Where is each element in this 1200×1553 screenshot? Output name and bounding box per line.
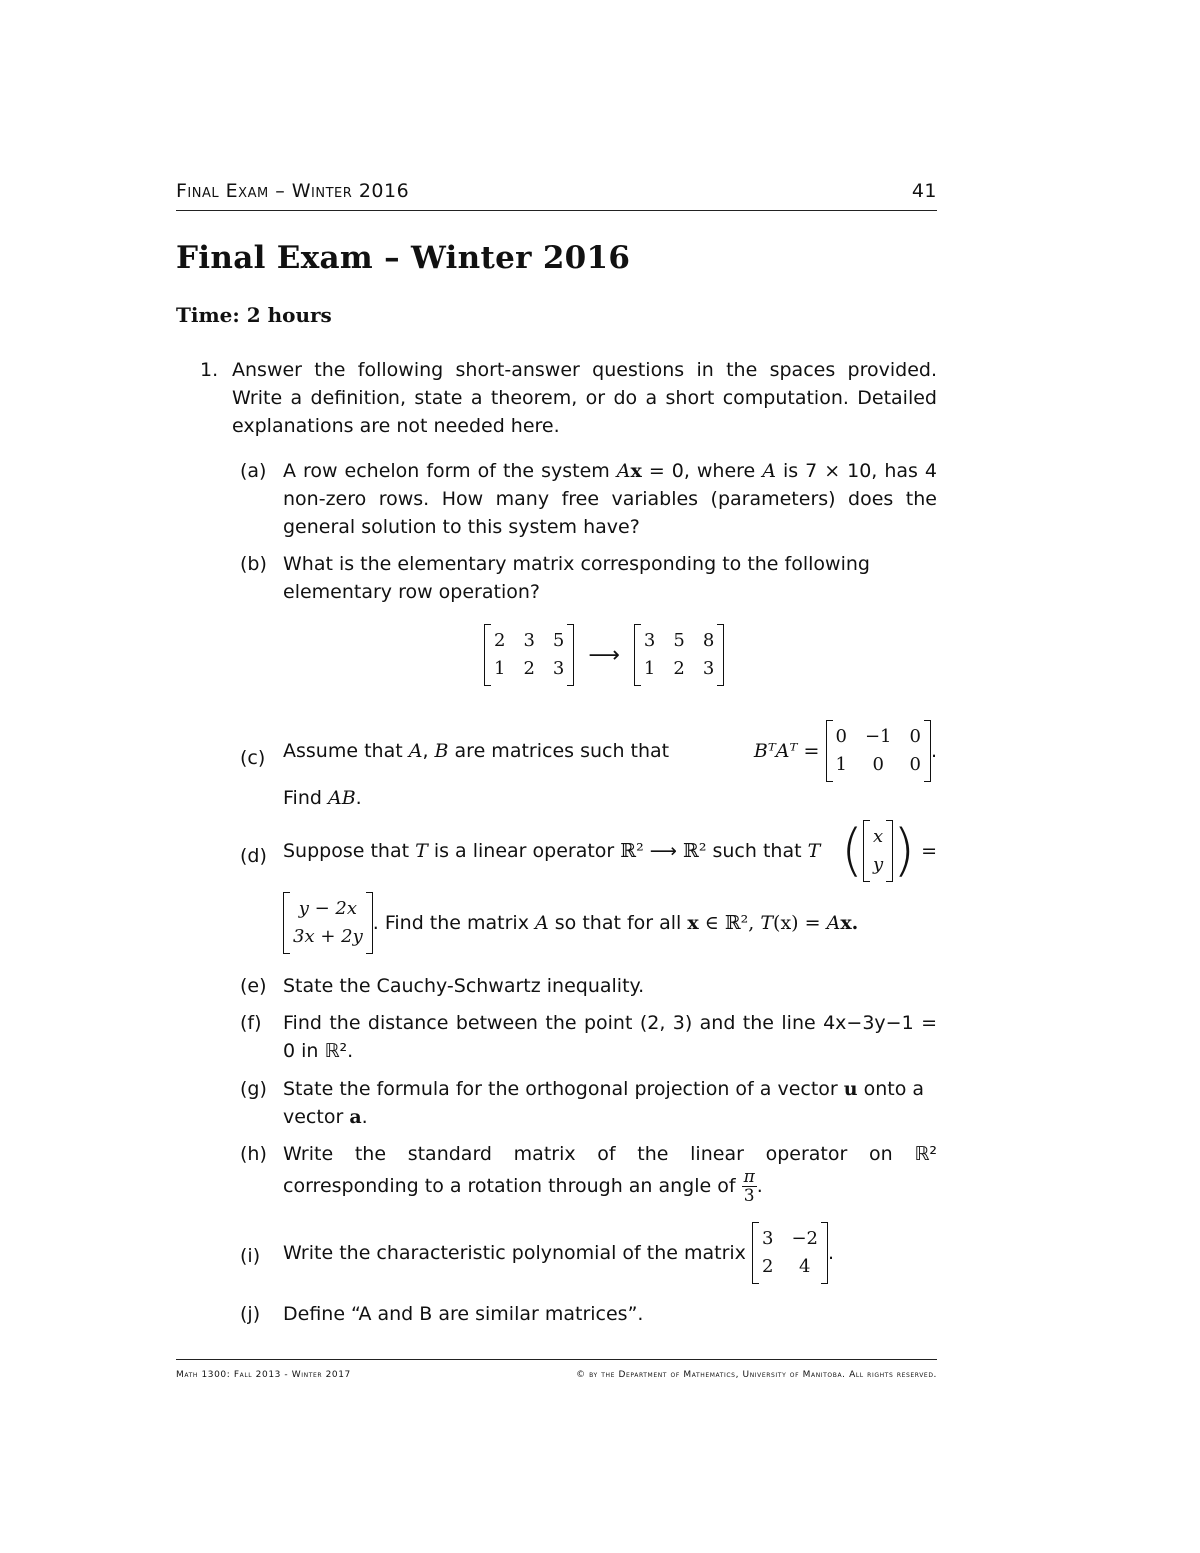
matrix-cell: 3 [552,658,565,679]
text-segment: such that [706,840,808,862]
math-var: A [826,912,841,934]
running-head [176,180,937,211]
text-segment: State the formula for the orthogonal projection of a vector [283,1078,844,1100]
math-expression: BᵀAᵀ [753,740,798,762]
text-segment: A row echelon form of the system [283,460,617,482]
part-label: (f) [240,1012,262,1034]
period: . [756,1175,763,1197]
real-space: ℝ² [620,840,644,862]
matrix-cell: 0 [909,754,921,775]
math-var: T [760,912,774,934]
equals-sign: = [797,740,826,762]
math-var: T [807,840,821,862]
part-label: (e) [240,975,267,997]
part-label: (b) [240,553,267,575]
text-segment: = 0, where [641,460,763,482]
part-label: (c) [240,747,266,769]
right-paren-icon: ) [893,818,916,883]
input-vector [863,820,893,882]
part-label: (d) [240,845,267,867]
matrix-cell: 1 [643,658,656,679]
period: . [930,740,937,762]
left-paren-icon: ( [841,818,863,883]
part-label: (g) [240,1078,267,1100]
matrix-cell: 0 [835,726,847,747]
part-a [240,457,937,541]
denominator: 3 [743,1186,755,1206]
page-footer [176,1359,937,1380]
matrix-cell: 4 [798,1256,811,1277]
part-d-text [283,820,937,882]
text-segment: is 7 × 10, has 4 non-zero rows. How many free variables (parameters) does the general solution to this system have? [283,460,937,538]
matrix-cell: 0 [909,726,921,747]
part-label: (i) [240,1245,261,1267]
part-i [240,1222,937,1284]
right-matrix [634,624,724,686]
math-var: AB [327,787,356,809]
question-number: 1. [200,359,219,381]
text-segment: onto a vector [283,1078,925,1128]
time-limit: Time: 2 hours [176,303,332,327]
part-g [240,1075,937,1131]
matrix-cell: 2 [673,658,685,679]
matrix-cell: −2 [791,1228,818,1249]
matrix-cell: 5 [552,630,565,651]
part-b [240,550,937,606]
text-segment: is a linear operator [427,840,621,862]
char-poly-matrix [752,1222,828,1284]
matrix-cell: 5 [673,630,685,651]
matrix-cell: 0 [872,754,884,775]
matrix-cell: 3 [643,630,656,651]
matrix-cell: 2 [761,1256,774,1277]
left-matrix [484,624,574,686]
text-segment: Write the standard matrix of the linear operator on ℝ² corresponding to a rotation through an angle of [283,1143,937,1197]
part-j [240,1300,937,1328]
text-segment: (x) = [773,912,827,934]
text-segment: Find [283,787,328,809]
row-operation-display [484,624,724,686]
matrix-cell: 3 [761,1228,774,1249]
math-var: B [434,740,449,762]
matrix-cell: −1 [864,726,892,747]
matrix-cell: 1 [835,754,847,775]
math-var: A [408,740,423,762]
period: . [827,1242,835,1264]
matrix-cell: 8 [702,630,715,651]
math-var: A [616,460,631,482]
text-segment: Assume that [283,740,409,762]
question-instructions: Answer the following short-answer questions in the spaces provided. Write a definition, state a theorem, or do a short computation. Detailed explanations are not needed here. [232,359,937,437]
part-e-text: State the Cauchy-Schwartz inequality. [283,975,645,997]
part-h-text [283,1140,937,1205]
part-j-text: Define “A and B are similar matrices”. [283,1303,644,1325]
math-vec: x [687,912,699,934]
fraction [742,1168,757,1205]
matrix-cell: 3 [702,658,715,679]
matrix-cell: 2 [494,630,506,651]
text-segment: Write the characteristic polynomial of the matrix [283,1242,752,1264]
part-f [240,1009,937,1065]
exam-page [176,0,937,1553]
part-label: (h) [240,1143,267,1165]
text-segment: so that for all [548,912,688,934]
part-e [240,972,937,1000]
long-arrow: ⟶ [588,642,620,668]
part-d [240,820,937,882]
part-h [240,1140,937,1205]
numerator: π [743,1167,755,1187]
math-var: A [762,460,776,482]
part-i-text [283,1222,937,1284]
part-a-text [283,457,937,541]
matrix-cell: y − 2x [298,898,358,919]
page-number: 41 [911,180,937,202]
math-vec: u [843,1078,858,1100]
period: . [361,1106,368,1128]
matrix-cell: x [873,826,884,847]
part-d-continued [283,892,937,954]
matrix-cell: 1 [494,658,506,679]
part-c-text [283,720,937,812]
matrix-cell: 3x + 2y [293,926,363,947]
real-space: ℝ² [683,840,707,862]
math-vec: x. [840,912,859,934]
question-1 [200,356,937,440]
math-var: A [535,912,549,934]
math-var: T [415,840,428,862]
part-g-text [283,1075,937,1131]
long-arrow: ⟶ [643,840,684,862]
period: . [355,787,362,809]
output-vector [283,892,373,954]
text-segment: ∈ ℝ², [698,912,761,934]
text-segment: . Find the matrix [372,912,535,934]
matrix-cell: y [873,854,884,875]
matrix-cell: 2 [523,658,535,679]
part-label: (a) [240,460,267,482]
footer-course: Math 1300: Fall 2013 - Winter 2017 [176,1370,351,1380]
running-head-title: Final Exam – Winter 2016 [176,180,410,202]
part-b-text: What is the elementary matrix corresponding to the following elementary row operation? [283,553,870,603]
part-c [240,720,937,812]
product-matrix [826,720,931,782]
part-f-text: Find the distance between the point (2, 3) and the line 4x−3y−1 = 0 in ℝ². [283,1012,937,1062]
part-label: (j) [240,1303,261,1325]
math-vec: a [349,1106,362,1128]
text-segment: are matrices such that [448,740,670,762]
equals-sign: = [915,840,937,862]
footer-copyright: © by the Department of Mathematics, University of Manitoba. All rights reserved. [576,1370,937,1380]
matrix-cell: 3 [523,630,535,651]
text-segment: Suppose that [283,840,416,862]
page-title: Final Exam – Winter 2016 [176,240,631,276]
math-vec: x [630,460,642,482]
text-segment: , [422,740,435,762]
